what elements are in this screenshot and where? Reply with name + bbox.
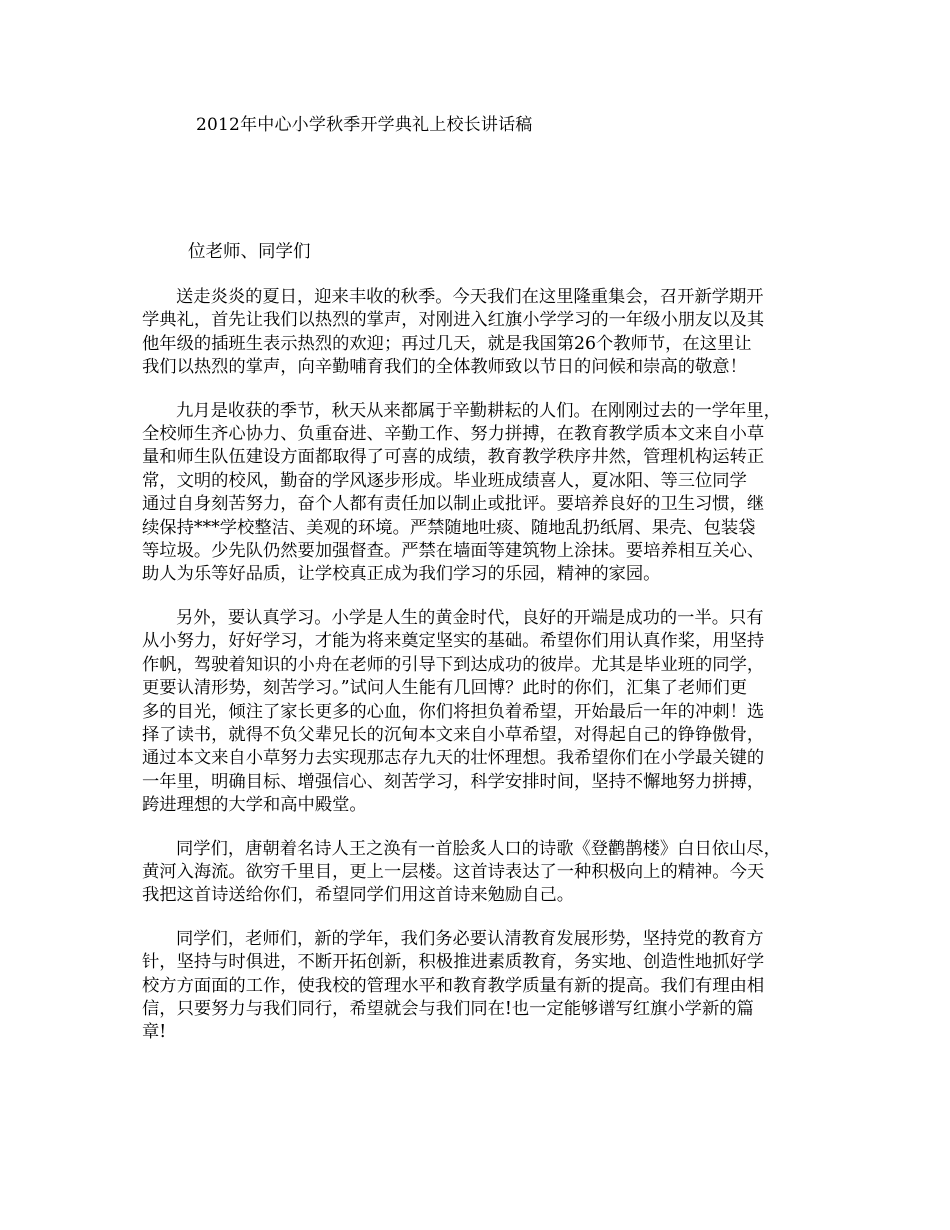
paragraph-line: 从小努力，好好学习，才能为将来奠定坚实的基础。希望你们用认真作桨，用坚持: [142, 631, 765, 652]
paragraph-line: 另外，要认真学习。小学是人生的黄金时代，良好的开端是成功的一半。只有: [176, 607, 764, 628]
paragraph-line: 章!: [142, 1022, 167, 1043]
paragraph-line: 续保持***学校整洁、美观的环境。严禁随地吐痰、随地乱扔纸屑、果壳、包装袋: [142, 517, 756, 538]
paragraph-line: 跨进理想的大学和高中殿堂。: [142, 795, 367, 816]
paragraph-line: 作帆，驾驶着知识的小舟在老师的引导下到达成功的彼岸。尤其是毕业班的同学，: [142, 654, 765, 675]
paragraph-line: 助人为乐等好品质，让学校真正成为我们学习的乐园，精神的家园。: [142, 564, 661, 585]
paragraph-line: 送走炎炎的夏日，迎来丰收的秋季。今天我们在这里隆重集会，召开新学期开: [176, 287, 764, 307]
paragraph-line: 学典礼，首先让我们以热烈的掌声，对刚进入红旗小学学习的一年级小朋友以及其: [142, 310, 765, 331]
paragraph-1: [142, 286, 822, 380]
paragraph-line: 九月是收获的季节，秋天从来都属于辛勤耕耘的人们。在刚刚过去的一学年里，: [176, 400, 781, 421]
paragraph-4: [142, 838, 822, 908]
paragraph-line: 常，文明的校风，勤奋的学风逐步形成。毕业班成绩喜人，夏冰阳、等三位同学: [142, 470, 747, 491]
paragraph-line: 等垃圾。少先队仍然要加强督查。严禁在墙面等建筑物上涂抹。要培养相互关心、: [142, 541, 765, 562]
paragraph-line: 我们以热烈的掌声，向辛勤哺育我们的全体教师致以节日的问候和崇高的敬意！: [142, 357, 747, 378]
paragraph-line: 通过自身刻苦努力，奋个人都有责任加以制止或批评。要培养良好的卫生习惯，继: [142, 494, 765, 515]
paragraph-line: 量和师生队伍建设方面都取得了可喜的成绩，教育教学秩序井然，管理机构运转正: [142, 447, 765, 468]
paragraph-line: 校方方面面的工作，使我校的管理水平和教育教学质量有新的提高。我们有理由相: [142, 975, 765, 996]
paragraph-line: 信，只要努力与我们同行，希望就会与我们同在!也一定能够谱写红旗小学新的篇: [142, 998, 754, 1019]
paragraph-line: 我把这首诗送给你们，希望同学们用这首诗来勉励自己。: [142, 885, 575, 906]
paragraph-line: 更要认清形势，刻苦学习。”试问人生能有几回博？此时的你们，汇集了老师们更: [142, 678, 748, 699]
paragraph-line: 通过本文来自小草努力去实现那志存九天的壮怀理想。我希望你们在小学最关键的: [142, 748, 765, 769]
document-body: [142, 286, 822, 1065]
paragraph-2: [142, 400, 822, 587]
paragraph-line: 针，坚持与时俱进，不断开拓创新，积极推进素质教育，务实地、创造性地抓好学: [142, 952, 765, 973]
document-title: 2012年中心小学秋季开学典礼上校长讲话稿: [196, 115, 533, 135]
paragraph-line: 黄河入海流。欲穷千里目，更上一层楼。这首诗表达了一种积极向上的精神。今天: [142, 861, 765, 882]
greeting: 位老师、同学们: [188, 242, 311, 262]
paragraph-line: 同学们，唐朝着名诗人王之涣有一首脍炙人口的诗歌《登鹳鹊楼》白日依山尽，: [176, 838, 781, 859]
paragraph-line: 全校师生齐心协力、负重奋进、辛勤工作、努力拼搏，在教育教学质本文来自小草: [142, 424, 765, 445]
paragraph-line: 择了读书，就得不负父辈兄长的沉甸本文来自小草希望，对得起自己的铮铮傲骨，: [142, 724, 765, 745]
paragraph-line: 一年里，明确目标、增强信心、刻苦学习，科学安排时间，坚持不懈地努力拼搏，: [142, 771, 765, 792]
paragraph-line: 多的目光，倾注了家长更多的心血，你们将担负着希望，开始最后一年的冲刺！选: [142, 701, 765, 722]
paragraph-line: 他年级的插班生表示热烈的欢迎；再过几天，就是我国第26个教师节，在这里让: [142, 333, 752, 354]
paragraph-3: [142, 607, 822, 818]
paragraph-5: [142, 928, 822, 1045]
paragraph-line: 同学们，老师们，新的学年，我们务必要认清教育发展形势，坚持党的教育方: [176, 928, 764, 949]
